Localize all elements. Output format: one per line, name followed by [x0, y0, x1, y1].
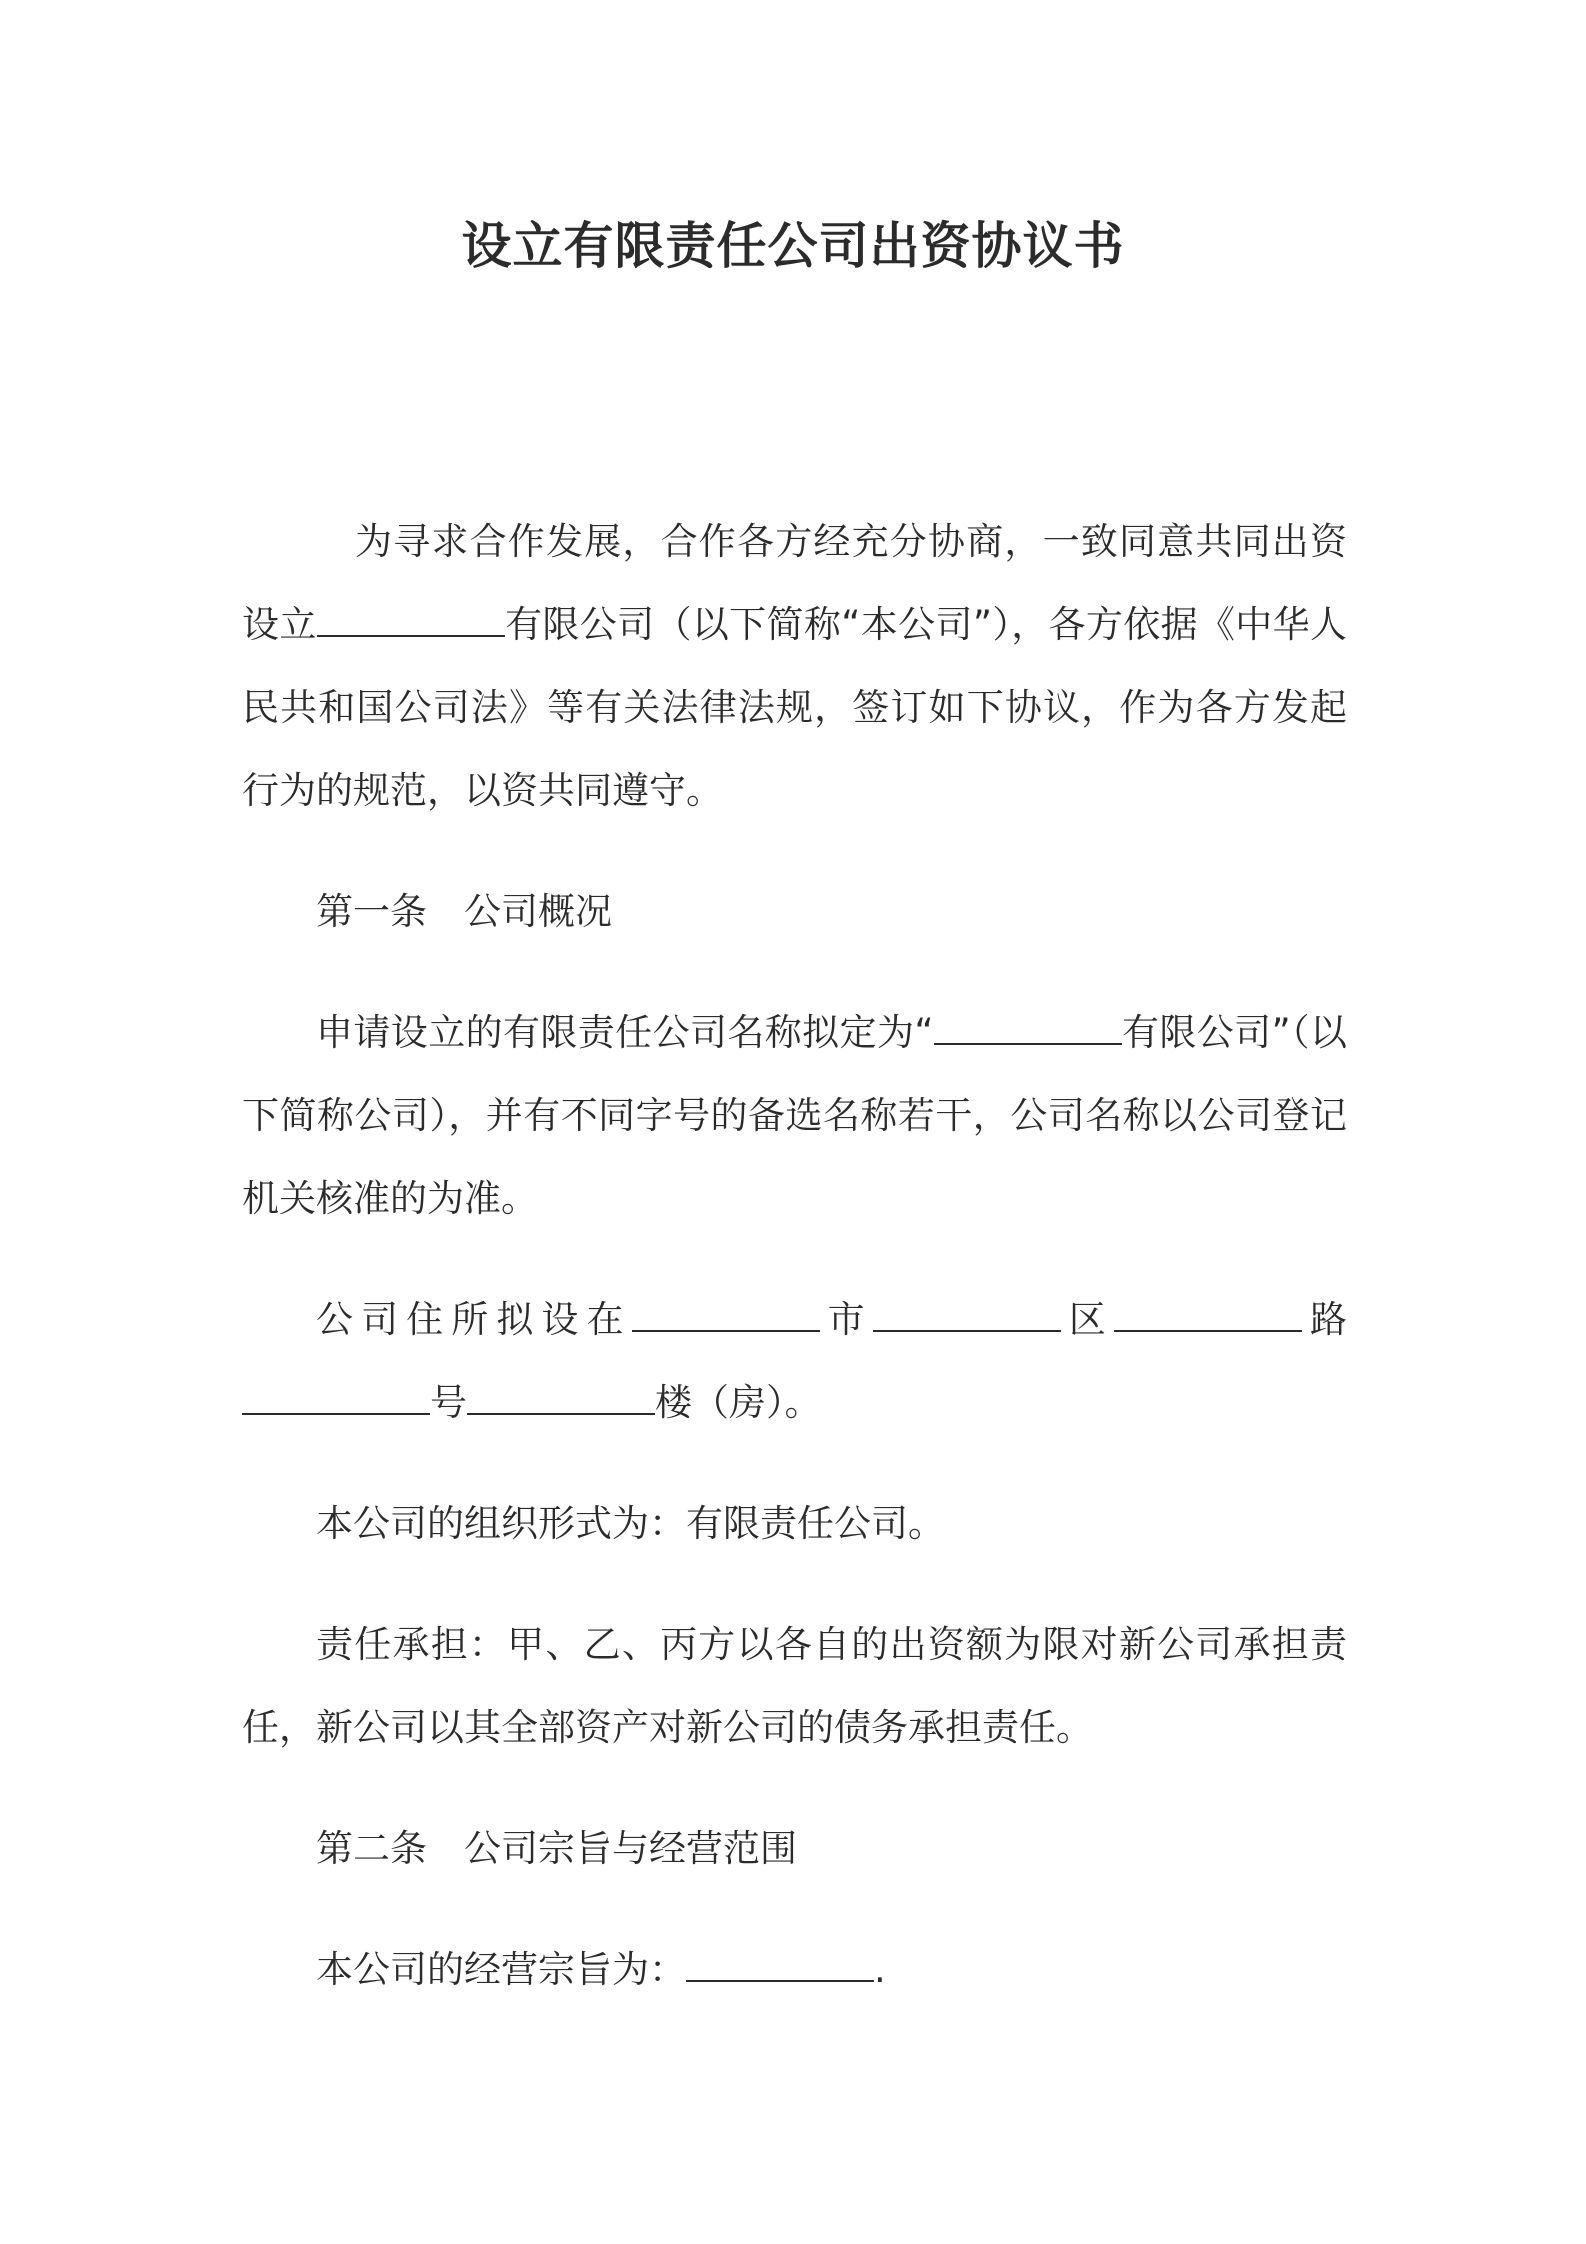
address-text-f: 楼（房）。	[655, 1381, 822, 1424]
purpose-text-b: .	[874, 1948, 886, 1991]
building-blank	[467, 1383, 655, 1415]
article-2-heading: 第二条 公司宗旨与经营范围	[316, 1827, 797, 1870]
address-paragraph	[242, 1278, 1347, 1444]
address-text-a: 公司住所拟设在	[316, 1298, 632, 1341]
address-text-b: 市	[819, 1298, 873, 1341]
document-title: 设立有限责任公司出资协议书	[461, 217, 1125, 275]
document-body	[242, 500, 1347, 2049]
road-blank	[1114, 1300, 1302, 1332]
address-text-c: 区	[1060, 1298, 1114, 1341]
intro-text-b: 有限公司（以下简称“本公司”），各方依据《中华人民共和国公司法》等有关法律法规，签订如下协议，作为各方发起行为的规范，以资共同遵守。	[242, 603, 1348, 812]
organization-form-paragraph: 本公司的组织形式为：有限责任公司。	[316, 1502, 945, 1545]
district-blank	[873, 1300, 1061, 1332]
intro-paragraph	[242, 500, 1347, 832]
company-name-paragraph	[242, 991, 1347, 1240]
purpose-text-a: 本公司的经营宗旨为：	[316, 1948, 686, 1991]
article-1-heading: 第一条 公司概况	[316, 890, 612, 933]
company-name-text-a: 申请设立的有限责任公司名称拟定为“	[316, 1011, 934, 1054]
company-name-blank	[317, 605, 505, 637]
city-blank	[632, 1300, 820, 1332]
liability-paragraph: 责任承担：甲、乙、丙方以各自的出资额为限对新公司承担责任，新公司以其全部资产对新公司的债务承担责任。	[242, 1623, 1347, 1749]
proposed-name-blank	[934, 1013, 1122, 1045]
number-blank	[242, 1383, 430, 1415]
business-purpose-paragraph	[242, 1928, 1347, 2011]
purpose-blank	[686, 1950, 874, 1982]
company-name-text-b: 有限公司”（以下简称公司），并有不同字号的备选名称若干，公司名称以公司登记机关核准的为准。	[242, 1011, 1348, 1220]
intro-text-a: 为寻求合作发展，合作各方经充分协商，一致同意共同出资设立	[242, 520, 1347, 646]
address-text-d: 路	[1301, 1298, 1348, 1341]
address-text-e: 号	[430, 1381, 467, 1424]
